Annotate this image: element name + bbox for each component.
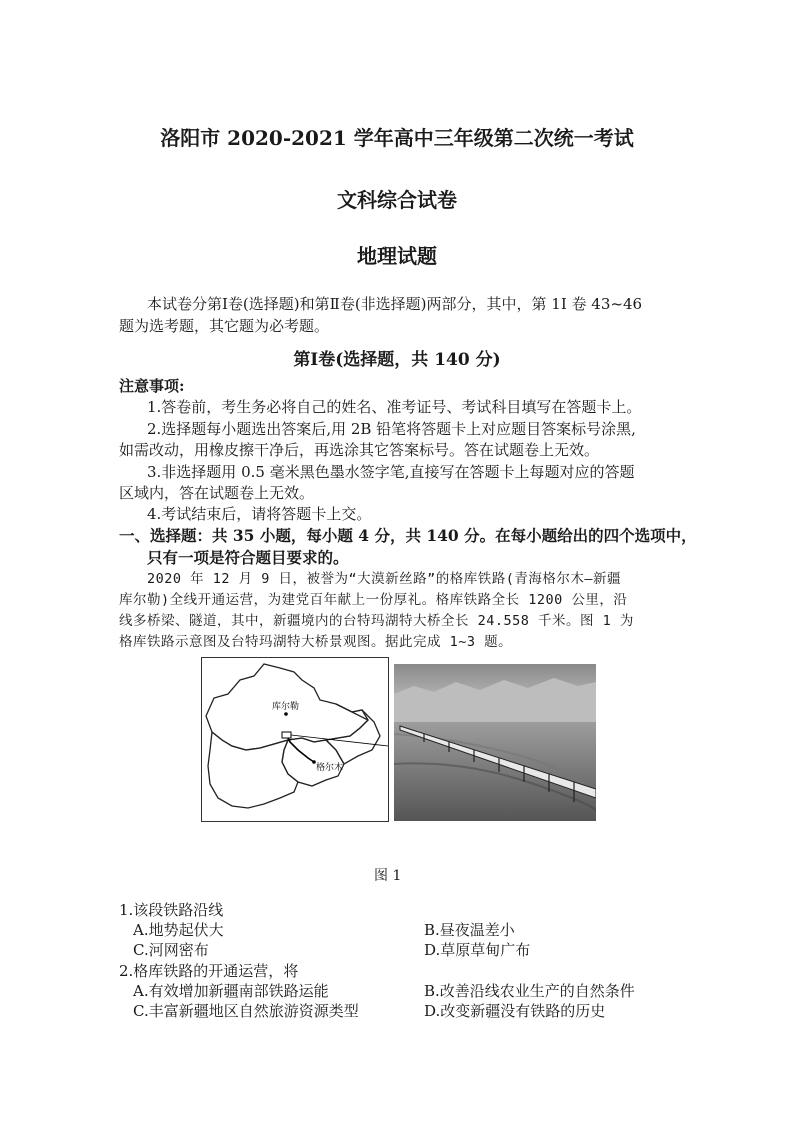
question-1-option-c[interactable]: C.河网密布 bbox=[133, 941, 209, 959]
question-2-option-d[interactable]: D.改变新疆没有铁路的历史 bbox=[424, 1002, 606, 1020]
bridge-leader-line bbox=[291, 735, 388, 746]
railway-map-drawing bbox=[202, 658, 388, 821]
railway-map bbox=[201, 657, 389, 822]
note-item-4: 4.考试结束后，请将答题卡上交。 bbox=[147, 505, 372, 523]
question-2-stem: 2.格库铁路的开通运营，将 bbox=[119, 962, 299, 980]
note-item-2-line-1: 2.选择题每小题选出答案后,用 2B 铅笔将答题卡上对应题目答案标号涂黑, bbox=[147, 420, 636, 438]
question-1-stem: 1.该段铁路沿线 bbox=[119, 901, 224, 919]
passage-line-2: 库尔勒)全线开通运营，为建党百年献上一份厚礼。格库铁路全长 1200 公里，沿 bbox=[119, 592, 628, 608]
question-1-option-b[interactable]: B.昼夜温差小 bbox=[424, 921, 515, 939]
intro-line-2: 题为选考题，其它题为必考题。 bbox=[119, 317, 330, 335]
question-2-option-a[interactable]: A.有效增加新疆南部铁路运能 bbox=[133, 982, 329, 1000]
question-1-option-a[interactable]: A.地势起伏大 bbox=[133, 921, 224, 939]
bridge-photo bbox=[394, 664, 596, 821]
question-2-option-c[interactable]: C.丰富新疆地区自然旅游资源类型 bbox=[133, 1002, 359, 1020]
passage-line-4: 格库铁路示意图及台特玛湖特大桥景观图。据此完成 1~3 题。 bbox=[119, 634, 513, 650]
section-title: 第Ⅰ卷(选择题，共 140 分) bbox=[293, 350, 501, 370]
paper-title: 文科综合试卷 bbox=[337, 188, 457, 212]
note-item-2-line-2: 如需改动，用橡皮擦干净后，再选涂其它答案标号。答在试题卷上无效。 bbox=[119, 441, 600, 459]
exam-title: 洛阳市 2020-2021 学年高中三年级第二次统一考试 bbox=[160, 126, 634, 150]
passage-line-1: 2020 年 12 月 9 日，被誉为“大漠新丝路”的格库铁路(青海格尔木—新疆 bbox=[147, 571, 622, 587]
part-one-line-1: 一、选择题：共 35 小题，每小题 4 分，共 140 分。在每小题给出的四个选项中， bbox=[119, 526, 697, 545]
bridge-photo-drawing bbox=[394, 664, 596, 821]
intro-line-1: 本试卷分第Ⅰ卷(选择题)和第Ⅱ卷(非选择题)两部分，其中，第 1I 卷 43~46 bbox=[147, 295, 643, 313]
figure-caption: 图 1 bbox=[374, 868, 402, 884]
golmud-label: 格尔木 bbox=[316, 763, 344, 773]
part-one-line-2: 只有一项是符合题目要求的。 bbox=[147, 548, 349, 567]
note-item-3-line-1: 3.非选择题用 0.5 毫米黑色墨水签字笔,直接写在答题卡上每题对应的答题 bbox=[147, 463, 635, 481]
gansu-outline bbox=[326, 704, 380, 764]
notes-heading: 注意事项: bbox=[119, 377, 185, 395]
tibet-outline bbox=[208, 732, 298, 808]
subject-title: 地理试题 bbox=[357, 244, 437, 268]
korla-label: 库尔勒 bbox=[272, 702, 300, 712]
passage-line-3: 线多桥梁、隧道，其中，新疆境内的台特玛湖特大桥全长 24.558 千米。图 1 为 bbox=[119, 613, 634, 629]
bridge-marker bbox=[282, 732, 291, 738]
note-item-1: 1.答卷前，考生务必将自己的姓名、准考证号、考试科目填写在答题卡上。 bbox=[147, 398, 642, 416]
korla-dot bbox=[284, 712, 288, 716]
note-item-3-line-2: 区域内，答在试题卷上无效。 bbox=[119, 484, 315, 502]
question-1-option-d[interactable]: D.草原草甸广布 bbox=[424, 941, 531, 959]
question-2-option-b[interactable]: B.改善沿线农业生产的自然条件 bbox=[424, 982, 635, 1000]
